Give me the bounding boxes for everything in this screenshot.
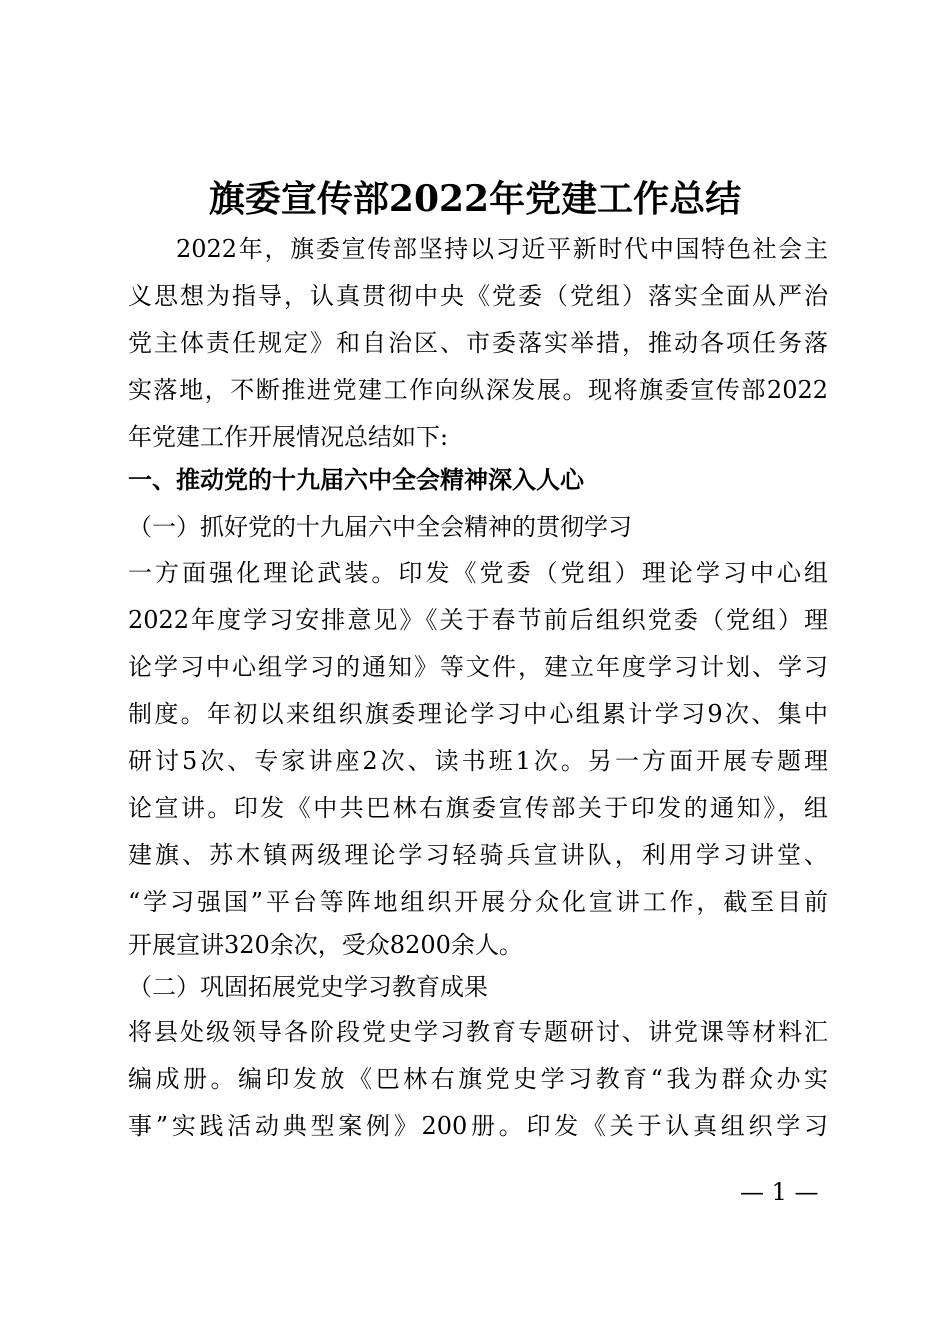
intro-line: 2022年，旗委宣传部坚持以习近平新时代中国特色社会主 [176,235,828,263]
body-line: 编成册。编印发放《巴林右旗党史学习教育“我为群众办实 [128,1065,828,1093]
subsection-heading: （二）巩固拓展党史学习教育成果 [128,973,488,1001]
body-line: 开展宣讲320余次，受众8200余人。 [128,931,523,959]
section-heading: 一、推动党的十九届六中全会精神深入人心 [128,466,584,494]
body-line: “学习强国”平台等阵地组织开展分众化宣讲工作，截至目前 [128,888,828,916]
body-line: 建旗、苏木镇两级理论学习轻骑兵宣讲队，利用学习讲堂、 [128,841,828,869]
intro-line: 党主体责任规定》和自治区、市委落实举措，推动各项任务落 [128,329,828,357]
subsection-heading: （一）抓好党的十九届六中全会精神的贯彻学习 [128,513,632,541]
body-line: 将县处级领导各阶段党史学习教育专题研讨、讲党课等材料汇 [128,1018,828,1046]
intro-line: 实落地，不断推进党建工作向纵深发展。现将旗委宣传部2022 [128,376,828,404]
body-line: 论宣讲。印发《中共巴林右旗委宣传部关于印发的通知》，组 [128,794,828,822]
intro-line: 年党建工作开展情况总结如下: [128,423,449,451]
document-title: 旗委宣传部2022年党建工作总结 [208,178,742,220]
body-line: 一方面强化理论武装。印发《党委（党组）理论学习中心组 [128,559,828,587]
body-line: 事”实践活动典型案例》200册。印发《关于认真组织学习 [128,1112,828,1140]
body-line: 2022年度学习安排意见》《关于春节前后组织党委（党组）理 [128,606,828,634]
body-line: 制度。年初以来组织旗委理论学习中心组累计学习9次、集中 [128,700,828,728]
page-number: — 1 — [740,1178,819,1206]
body-line: 论学习中心组学习的通知》等文件，建立年度学习计划、学习 [128,653,828,681]
body-line: 研讨5次、专家讲座2次、读书班1次。另一方面开展专题理 [128,747,828,775]
intro-line: 义思想为指导，认真贯彻中央《党委（党组）落实全面从严治 [128,282,828,310]
